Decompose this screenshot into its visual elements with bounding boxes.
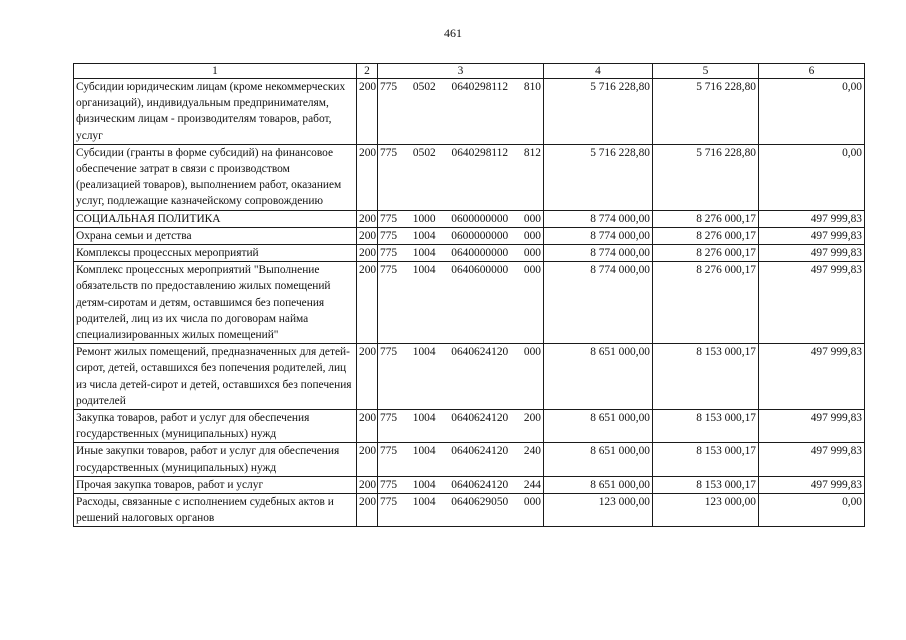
- row-col5: 5 716 228,80: [653, 144, 759, 210]
- row-code-vr: 000: [523, 496, 541, 509]
- row-name: Прочая закупка товаров, работ и услуг: [74, 476, 357, 493]
- row-code-rzpr-b: 1004: [412, 445, 436, 458]
- row-codes-group: [380, 228, 541, 244]
- row-name: Охрана семьи и детства: [74, 227, 357, 244]
- row-codes-group: [380, 494, 541, 510]
- row-col6: 497 999,83: [759, 344, 865, 410]
- row-col6: 497 999,83: [759, 227, 865, 244]
- row-codes-group: [380, 245, 541, 261]
- row-col4: 8 651 000,00: [544, 443, 653, 476]
- table-body: [74, 79, 865, 527]
- row-col2: 200: [357, 210, 378, 227]
- header-cell-2: 2: [357, 64, 378, 79]
- row-col5: 5 716 228,80: [653, 79, 759, 145]
- row-codes-group: [380, 79, 541, 95]
- row-col2: 200: [357, 262, 378, 344]
- row-code-rzpr-a: 775: [380, 264, 398, 277]
- row-name: Субсидии юридическим лицам (кроме некоммерческих организаций), индивидуальным предпринимателям, физическим лицам - производителям товаров, работ, услуг: [74, 79, 357, 145]
- row-col5: 8 153 000,17: [653, 344, 759, 410]
- row-code-vr: 240: [523, 445, 541, 458]
- page-number: 461: [444, 26, 462, 40]
- row-col2: 200: [357, 79, 378, 145]
- row-code-csr: 0640624120: [451, 346, 509, 359]
- row-code-csr: 0640298112: [451, 81, 509, 93]
- row-codes-group: [380, 145, 541, 161]
- row-codes: [378, 494, 544, 527]
- table-row: [74, 443, 865, 476]
- row-col5: 8 276 000,17: [653, 227, 759, 244]
- row-code-csr: 0640624120: [451, 412, 509, 425]
- row-name: Иные закупки товаров, работ и услуг для обеспечения государственных (муниципальных) нужд: [74, 443, 357, 476]
- row-code-vr: 000: [523, 264, 541, 277]
- row-codes-group: [380, 262, 541, 278]
- row-code-csr: 0640624120: [451, 445, 509, 458]
- row-code-csr: 0640629050: [451, 496, 509, 509]
- row-col2: 200: [357, 144, 378, 210]
- row-name: Закупка товаров, работ и услуг для обеспечения государственных (муниципальных) нужд: [74, 410, 357, 443]
- row-col4: 5 716 228,80: [544, 144, 653, 210]
- row-col6: 497 999,83: [759, 476, 865, 493]
- row-col4: 8 651 000,00: [544, 410, 653, 443]
- row-codes: [378, 262, 544, 344]
- row-code-rzpr-a: 775: [380, 212, 398, 225]
- row-code-vr: 812: [523, 146, 541, 159]
- row-col6: 497 999,83: [759, 245, 865, 262]
- header-cell-5: 5: [653, 64, 759, 79]
- row-col6: 0,00: [759, 494, 865, 527]
- row-code-csr: 0640624120: [451, 478, 509, 491]
- row-codes: [378, 344, 544, 410]
- table-row: [74, 494, 865, 527]
- row-codes: [378, 476, 544, 493]
- row-col5: 8 276 000,17: [653, 245, 759, 262]
- table-row: [74, 476, 865, 493]
- row-col5: 8 153 000,17: [653, 476, 759, 493]
- row-col4: 8 774 000,00: [544, 227, 653, 244]
- row-code-rzpr-a: 775: [380, 496, 398, 509]
- row-col5: 8 276 000,17: [653, 262, 759, 344]
- row-code-rzpr-a: 775: [380, 229, 398, 242]
- row-code-rzpr-b: 1004: [412, 229, 436, 242]
- row-code-rzpr-b: 1004: [412, 478, 436, 491]
- row-code-rzpr-a: 775: [380, 81, 398, 93]
- row-col2: 200: [357, 245, 378, 262]
- row-code-vr: 200: [523, 412, 541, 425]
- row-col4: 5 716 228,80: [544, 79, 653, 145]
- table-row: [74, 410, 865, 443]
- row-code-csr: 0600000000: [451, 229, 509, 242]
- table-row: [74, 262, 865, 344]
- row-col4: 123 000,00: [544, 494, 653, 527]
- row-code-rzpr-b: 1004: [412, 346, 436, 359]
- row-name: Комплексы процессных мероприятий: [74, 245, 357, 262]
- row-code-rzpr-b: 1004: [412, 496, 436, 509]
- row-code-rzpr-b: 1004: [412, 247, 436, 260]
- row-code-csr: 0640298112: [451, 146, 509, 159]
- row-codes: [378, 144, 544, 210]
- row-code-csr: 0640600000: [451, 264, 509, 277]
- row-col5: 8 153 000,17: [653, 443, 759, 476]
- header-cell-6: 6: [759, 64, 865, 79]
- row-col6: 497 999,83: [759, 262, 865, 344]
- row-code-csr: 0640000000: [451, 247, 509, 260]
- row-col4: 8 774 000,00: [544, 210, 653, 227]
- row-code-rzpr-a: 775: [380, 247, 398, 260]
- row-code-rzpr-a: 775: [380, 445, 398, 458]
- row-code-rzpr-a: 775: [380, 478, 398, 491]
- header-row: [74, 64, 865, 79]
- row-code-vr: 000: [523, 247, 541, 260]
- row-codes: [378, 210, 544, 227]
- row-col6: 497 999,83: [759, 410, 865, 443]
- row-code-rzpr-b: 0502: [412, 146, 436, 159]
- row-col5: 8 276 000,17: [653, 210, 759, 227]
- row-code-csr: 0600000000: [451, 212, 509, 225]
- row-col4: 8 774 000,00: [544, 262, 653, 344]
- row-codes-group: [380, 410, 541, 426]
- row-col2: 200: [357, 344, 378, 410]
- row-codes: [378, 227, 544, 244]
- row-code-vr: 244: [523, 478, 541, 491]
- row-col2: 200: [357, 494, 378, 527]
- table-row: [74, 245, 865, 262]
- row-code-rzpr-a: 775: [380, 412, 398, 425]
- row-col4: 8 651 000,00: [544, 344, 653, 410]
- row-code-rzpr-b: 0502: [412, 81, 436, 93]
- row-name: Расходы, связанные с исполнением судебных актов и решений налоговых органов: [74, 494, 357, 527]
- row-code-rzpr-b: 1004: [412, 412, 436, 425]
- row-col5: 123 000,00: [653, 494, 759, 527]
- row-code-rzpr-b: 1000: [412, 212, 436, 225]
- table-row: [74, 344, 865, 410]
- row-codes: [378, 443, 544, 476]
- row-code-vr: 000: [523, 229, 541, 242]
- row-code-rzpr-b: 1004: [412, 264, 436, 277]
- row-codes-group: [380, 344, 541, 360]
- row-code-vr: 000: [523, 212, 541, 225]
- row-codes: [378, 79, 544, 145]
- row-name: Комплекс процессных мероприятий "Выполнение обязательств по предоставлению жилых помещений детям-сиротам и детям, оставшимся без попечения родителей, лиц из их числа по договорам найма специализированных жилых помещений": [74, 262, 357, 344]
- row-name: Субсидии (гранты в форме субсидий) на финансовое обеспечение затрат в связи с производством (реализацией товаров), выполнением работ, оказанием услуг, подлежащие казначейскому сопровождению: [74, 144, 357, 210]
- budget-table: [73, 63, 865, 527]
- row-col4: 8 774 000,00: [544, 245, 653, 262]
- row-codes-group: [380, 443, 541, 459]
- row-col2: 200: [357, 410, 378, 443]
- row-code-vr: 810: [523, 81, 541, 93]
- header-cell-4: 4: [544, 64, 653, 79]
- row-code-rzpr-a: 775: [380, 146, 398, 159]
- row-col5: 8 153 000,17: [653, 410, 759, 443]
- header-cell-3: 3: [378, 64, 544, 79]
- row-col6: 0,00: [759, 79, 865, 145]
- row-name: СОЦИАЛЬНАЯ ПОЛИТИКА: [74, 210, 357, 227]
- table-row: [74, 210, 865, 227]
- row-col2: 200: [357, 476, 378, 493]
- row-col2: 200: [357, 227, 378, 244]
- row-codes: [378, 410, 544, 443]
- table-row: [74, 227, 865, 244]
- row-col6: 497 999,83: [759, 443, 865, 476]
- row-codes-group: [380, 477, 541, 493]
- header-cell-1: 1: [74, 64, 357, 79]
- row-codes-group: [380, 211, 541, 227]
- row-col2: 200: [357, 443, 378, 476]
- table-row: [74, 144, 865, 210]
- row-col6: 0,00: [759, 144, 865, 210]
- row-col6: 497 999,83: [759, 210, 865, 227]
- row-codes: [378, 245, 544, 262]
- row-code-rzpr-a: 775: [380, 346, 398, 359]
- row-name: Ремонт жилых помещений, предназначенных для детей-сирот, детей, оставшихся без попечения родителей, лиц из числа детей-сирот и детей, оставшихся без попечения родителей: [74, 344, 357, 410]
- row-col4: 8 651 000,00: [544, 476, 653, 493]
- table-row: [74, 79, 865, 145]
- row-code-vr: 000: [523, 346, 541, 359]
